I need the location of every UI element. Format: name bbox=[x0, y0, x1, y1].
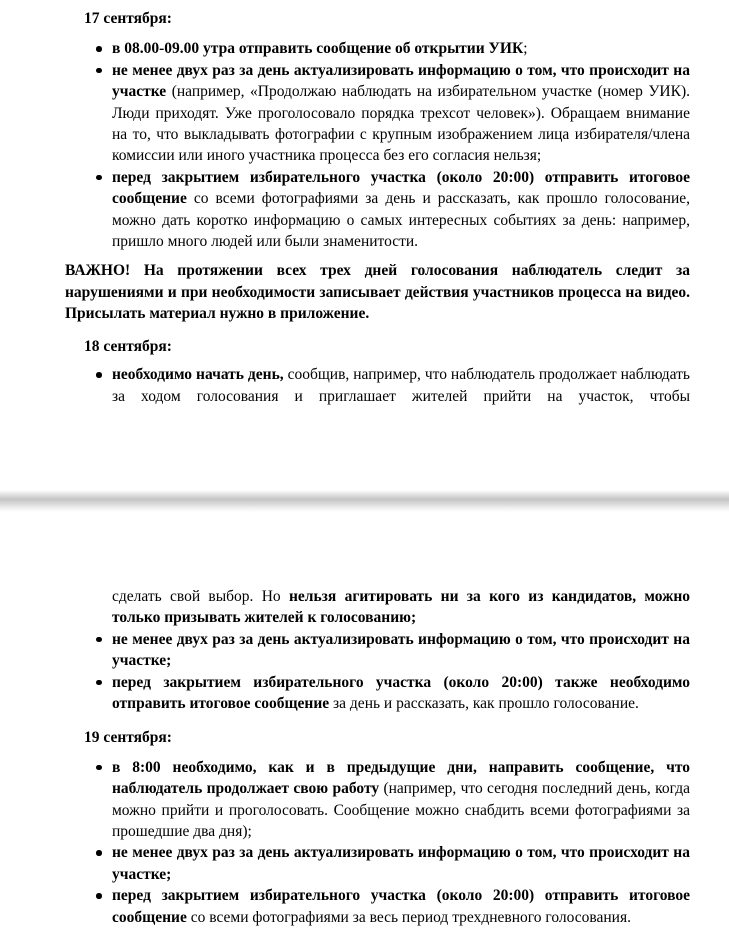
bullet-marker-icon bbox=[96, 765, 102, 771]
bullet-marker-icon bbox=[96, 850, 102, 856]
list-item bbox=[65, 38, 690, 59]
bullet-marker-icon bbox=[96, 372, 102, 378]
list-item bbox=[65, 60, 690, 167]
list-item-text: сделать свой выбор. Но bbox=[112, 588, 289, 605]
bullet-list-sep18-page1 bbox=[65, 364, 690, 407]
list-item bbox=[65, 672, 690, 715]
section-heading-sep17: 17 сентября: bbox=[84, 10, 172, 27]
list-item-text-bold: перед закрытием избирательного участка (около 20:00) отправить итоговое сообщение bbox=[112, 887, 690, 926]
bullet-marker-icon bbox=[96, 893, 102, 899]
bullet-list-sep18-page2 bbox=[65, 629, 690, 715]
list-item bbox=[65, 364, 690, 407]
bullet-marker-icon bbox=[96, 637, 102, 643]
list-item-text-bold: не менее двух раз за день актуализировать информацию о том, что происходит на участке bbox=[112, 61, 690, 101]
list-item-text-bold: в 8:00 необходимо, как и в предыдущие дни, направить сообщение, что наблюдатель продолжает свою работу bbox=[112, 758, 690, 798]
list-item bbox=[65, 757, 690, 843]
list-item-continuation bbox=[65, 586, 690, 629]
bullet-list-sep19 bbox=[65, 757, 690, 928]
list-item-text-bold: нельзя агитировать ни за кого из кандидатов, можно только призывать жителей к голосованию; bbox=[112, 588, 691, 627]
list-item-text-bold: не менее двух раз за день актуализировать информацию о том, что происходит на участке; bbox=[112, 844, 690, 883]
page-separator bbox=[0, 490, 729, 512]
list-item-text-bold: перед закрытием избирательного участка (около 20:00) отправить итоговое сообщение bbox=[112, 168, 690, 208]
bullet-marker-icon bbox=[96, 68, 102, 74]
list-item bbox=[65, 842, 690, 885]
list-item bbox=[65, 885, 690, 928]
list-item-text: со всеми фотографиями за день и рассказать, как прошло голосование, можно дать коротко информацию о самых интересных событиях за день: например, пришло много людей или были знаменитости. bbox=[112, 190, 690, 251]
list-item-text-bold: не менее двух раз за день актуализировать информацию о том, что происходит на участке; bbox=[112, 630, 690, 670]
list-item bbox=[65, 629, 690, 672]
bullet-marker-icon bbox=[96, 46, 102, 52]
important-note: ВАЖНО! На протяжении всех трех дней голосования наблюдатель следит за нарушениями и при необходимости записывает действия участников процесса на видео. Присылать материал нужно в приложение. bbox=[65, 262, 690, 323]
list-item-text-bold: в 08.00-09.00 утра отправить сообщение об открытии УИК bbox=[112, 40, 524, 58]
list-item-text-bold: необходимо начать день, bbox=[112, 366, 284, 384]
bullet-list-sep17 bbox=[65, 38, 690, 252]
page-2 bbox=[0, 512, 729, 926]
list-item-text: за день и рассказать, как прошло голосование. bbox=[329, 695, 639, 713]
list-item-text-bold: перед закрытием избирательного участка (около 20:00) также необходимо отправить итоговое сообщение bbox=[112, 673, 690, 713]
list-item bbox=[65, 167, 690, 253]
section-heading-sep19: 19 сентября: bbox=[84, 729, 172, 747]
bullet-marker-icon bbox=[96, 680, 102, 686]
list-item-text: ; bbox=[523, 40, 528, 58]
page-2-content bbox=[0, 512, 729, 928]
list-item-text: (например, что сегодня последний день, когда можно прийти и проголосовать. Сообщение можно снабдить всеми фотографиями за прошедшие два дня); bbox=[112, 780, 690, 841]
bullet-marker-icon bbox=[96, 175, 102, 181]
list-item-text: сообщив, например, что наблюдатель продолжает наблюдать за ходом голосования и приглашает жителей прийти на участок, чтобы bbox=[112, 366, 690, 405]
list-item-text: (например, «Продолжаю наблюдать на избирательном участке (номер УИК). Люди приходят. Уже проголосовало порядка трехсот человек»). Обращаем внимание на то, что выкладывать фотографии с крупным изображением лица избирателя/члена комиссии или иного участника процесса без его согласия нельзя; bbox=[112, 83, 690, 165]
section-heading-sep18: 18 сентября: bbox=[84, 337, 172, 355]
page-1-content bbox=[0, 0, 729, 407]
list-item-text: со всеми фотографиями за весь период трехдневного голосования. bbox=[186, 908, 631, 926]
